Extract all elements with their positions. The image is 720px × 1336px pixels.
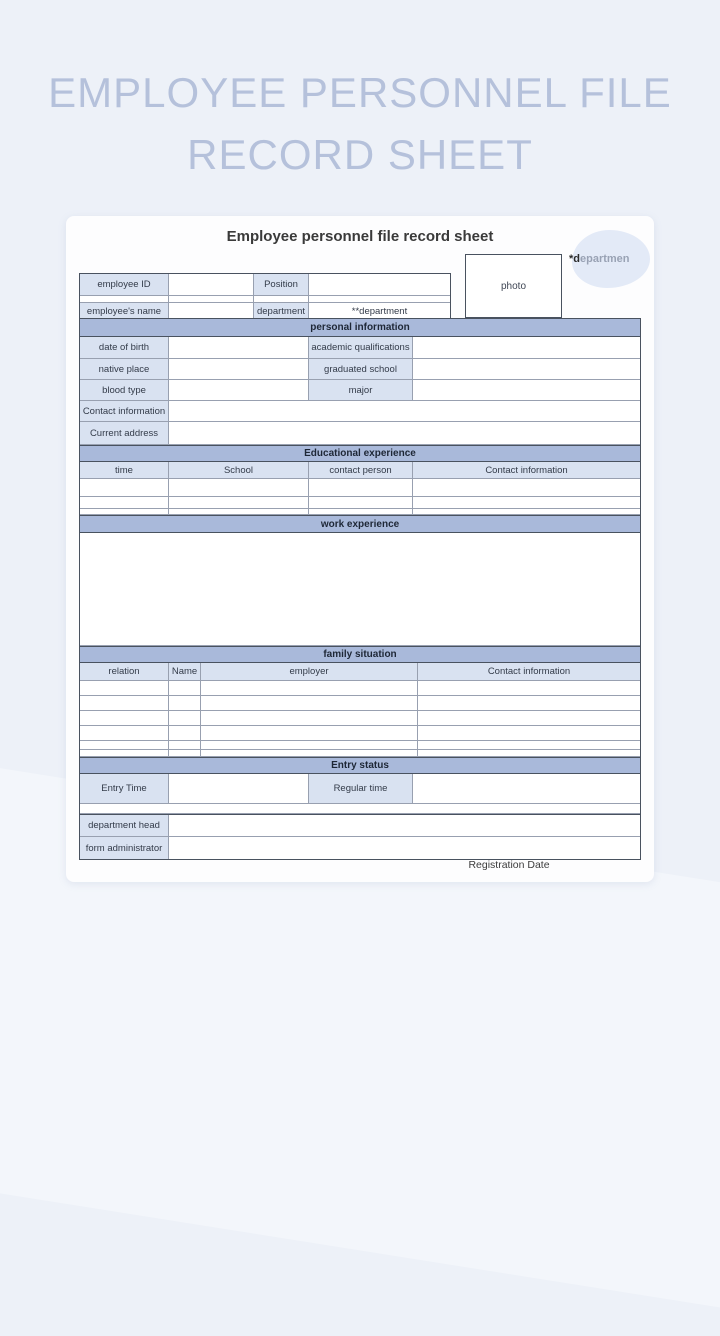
family-cell[interactable] — [169, 696, 201, 710]
graduated-school-label: graduated school — [309, 359, 413, 379]
family-cell[interactable] — [80, 696, 169, 710]
family-row — [80, 681, 640, 696]
personal-row-native — [80, 359, 640, 380]
family-cell[interactable] — [169, 741, 201, 749]
employee-name-label: employee's name — [80, 303, 169, 319]
header-spacer-row — [80, 296, 450, 303]
family-situation-band: family situation — [80, 646, 640, 663]
form-card — [66, 216, 654, 882]
family-cell[interactable] — [418, 741, 640, 749]
edu-cell[interactable] — [169, 497, 309, 508]
family-col-contact-info: Contact information — [418, 663, 640, 680]
position-input[interactable] — [309, 274, 450, 295]
department-watermark — [569, 253, 630, 265]
personal-row-blood — [80, 380, 640, 401]
edu-cell[interactable] — [309, 509, 413, 514]
department-head-input[interactable] — [169, 815, 640, 836]
form-administrator-input[interactable] — [169, 837, 640, 859]
family-cell[interactable] — [418, 750, 640, 756]
family-col-relation: relation — [80, 663, 169, 680]
employee-id-input[interactable] — [169, 274, 254, 295]
family-cell[interactable] — [80, 726, 169, 740]
personal-information-band: personal information — [80, 319, 640, 337]
edu-col-contact-person: contact person — [309, 462, 413, 478]
major-input[interactable] — [413, 380, 640, 400]
work-experience-band: work experience — [80, 515, 640, 533]
personal-row-contact — [80, 401, 640, 422]
current-address-input[interactable] — [169, 422, 640, 444]
main-form-table — [79, 318, 641, 860]
major-label: major — [309, 380, 413, 400]
family-cell[interactable] — [169, 681, 201, 695]
family-cell[interactable] — [169, 711, 201, 725]
family-row — [80, 750, 640, 757]
department-head-row — [80, 814, 640, 837]
edu-cell[interactable] — [413, 479, 640, 496]
form-administrator-row — [80, 837, 640, 859]
edu-col-contact-info: Contact information — [413, 462, 640, 478]
native-place-input[interactable] — [169, 359, 309, 379]
edu-col-time: time — [80, 462, 169, 478]
edu-cell[interactable] — [413, 509, 640, 514]
department-input[interactable]: **department — [351, 305, 408, 317]
date-of-birth-label: date of birth — [80, 337, 169, 358]
form-title: Employee personnel file record sheet — [226, 228, 494, 245]
edu-cell[interactable] — [80, 509, 169, 514]
family-cell[interactable] — [201, 726, 418, 740]
contact-information-input[interactable] — [169, 401, 640, 421]
edu-cell[interactable] — [80, 479, 169, 496]
entry-time-label: Entry Time — [80, 774, 169, 803]
department-head-label: department head — [80, 815, 169, 836]
family-row — [80, 741, 640, 750]
employee-name-input[interactable] — [169, 303, 254, 319]
family-cell[interactable] — [80, 750, 169, 756]
registration-date-label: Registration Date — [468, 859, 550, 871]
spacer-row — [80, 804, 640, 814]
family-row — [80, 726, 640, 741]
department-watermark-prefix: *d — [569, 253, 580, 265]
header-row-1 — [80, 274, 450, 296]
family-cell[interactable] — [418, 711, 640, 725]
personal-row-dob — [80, 337, 640, 359]
position-label: Position — [254, 274, 309, 295]
edu-cell[interactable] — [169, 509, 309, 514]
family-row — [80, 711, 640, 726]
employee-header-table — [79, 273, 451, 320]
academic-qualifications-label: academic qualifications — [309, 337, 413, 358]
entry-time-input[interactable] — [169, 774, 309, 803]
family-cell[interactable] — [169, 750, 201, 756]
current-address-label: Current address — [80, 422, 169, 444]
form-administrator-label: form administrator — [80, 837, 169, 859]
family-cell[interactable] — [201, 696, 418, 710]
page-title-line1: EMPLOYEE PERSONNEL FILE — [48, 69, 672, 116]
spacer-cell — [309, 296, 450, 302]
family-cell[interactable] — [80, 681, 169, 695]
entry-status-band: Entry status — [80, 757, 640, 774]
department-label: department — [254, 303, 309, 319]
education-header-row — [80, 462, 640, 479]
family-cell[interactable] — [201, 741, 418, 749]
family-cell[interactable] — [418, 726, 640, 740]
contact-information-label: Contact information — [80, 401, 169, 421]
edu-cell[interactable] — [309, 497, 413, 508]
personal-row-address — [80, 422, 640, 445]
education-row — [80, 479, 640, 497]
family-col-name: Name — [169, 663, 201, 680]
family-row — [80, 696, 640, 711]
page-title — [0, 62, 720, 186]
date-of-birth-input[interactable] — [169, 337, 309, 358]
graduated-school-input[interactable] — [413, 359, 640, 379]
blood-type-input[interactable] — [169, 380, 309, 400]
photo-label: photo — [500, 280, 527, 292]
header-row-2 — [80, 303, 450, 319]
family-header-row — [80, 663, 640, 681]
family-cell[interactable] — [80, 711, 169, 725]
edu-cell[interactable] — [413, 497, 640, 508]
entry-status-row — [80, 774, 640, 804]
educational-experience-band: Educational experience — [80, 445, 640, 462]
family-cell[interactable] — [169, 726, 201, 740]
department-watermark-text: epartmen — [580, 253, 630, 265]
family-cell[interactable] — [418, 681, 640, 695]
edu-cell[interactable] — [80, 497, 169, 508]
spacer-cell — [169, 296, 254, 302]
family-cell[interactable] — [418, 696, 640, 710]
family-col-employer: employer — [201, 663, 418, 680]
page-title-line2: RECORD SHEET — [187, 131, 533, 178]
family-cell[interactable] — [80, 741, 169, 749]
edu-cell[interactable] — [309, 479, 413, 496]
photo-placeholder[interactable] — [465, 254, 562, 318]
regular-time-input[interactable] — [413, 774, 640, 803]
education-row — [80, 497, 640, 509]
regular-time-label: Regular time — [309, 774, 413, 803]
edu-col-school: School — [169, 462, 309, 478]
spacer-cell — [254, 296, 309, 302]
edu-cell[interactable] — [169, 479, 309, 496]
spacer-cell — [80, 296, 169, 302]
native-place-label: native place — [80, 359, 169, 379]
family-cell[interactable] — [201, 750, 418, 756]
work-experience-area[interactable] — [80, 533, 640, 646]
employee-id-label: employee ID — [80, 274, 169, 295]
blood-type-label: blood type — [80, 380, 169, 400]
academic-qualifications-input[interactable] — [413, 337, 640, 358]
family-cell[interactable] — [201, 681, 418, 695]
family-cell[interactable] — [201, 711, 418, 725]
